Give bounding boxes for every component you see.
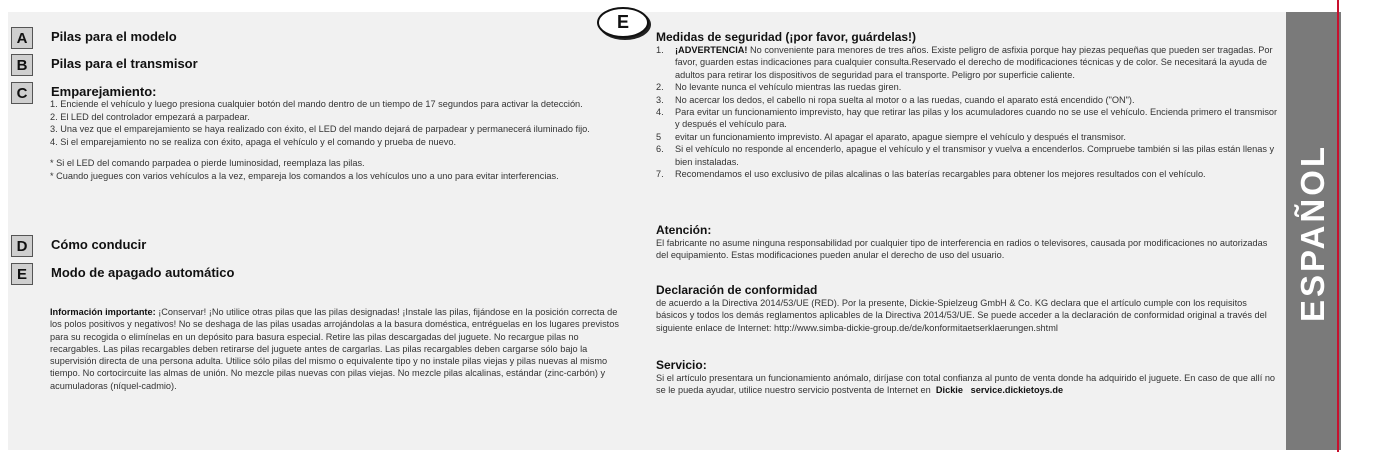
pairing-note: * Si el LED del comando parpadea o pierde luminosidad, reemplaza las pilas.	[50, 158, 365, 168]
list-item	[656, 94, 1280, 106]
item-text	[675, 44, 1280, 81]
letter-box-d: D	[11, 235, 33, 257]
pairing-step: 3. Una vez que el emparejamiento se haya realizado con éxito, el LED del mando dejará de parpadear y permanecerá iluminado fijo.	[50, 124, 590, 134]
section-badge: E	[597, 7, 649, 38]
section-c-title: Emparejamiento:	[51, 84, 157, 99]
language-label: ESPAÑOL	[1294, 143, 1331, 323]
section-b	[11, 54, 198, 76]
service-text	[656, 372, 1280, 397]
item-number: 6.	[656, 144, 664, 155]
safety-title: Medidas de seguridad (¡por favor, guárdelas!)	[656, 30, 917, 44]
service-link: service.dickietoys.de	[970, 385, 1064, 396]
pairing-step: 2. El LED del controlador empezará a parpadear.	[50, 111, 250, 122]
letter-box-e: E	[11, 263, 33, 285]
item-body: No conveniente para menores de tres años. Existe peligro de asfixia porque hay piezas pequeñas que pueden ser tragadas. Por favor, guarden estas indicaciones para cualquier consulta.Reservado el derecho de modificaciones técnicas y de color. Se necesitará la ayuda de adultos para retirar los dispositivos de seguridad para el transporte. Peligro por superficie caliente.	[675, 45, 1273, 80]
attention-section	[656, 223, 1280, 262]
list-item	[656, 168, 1280, 180]
item-body: No levante nunca el vehículo mientras las ruedas giren.	[675, 82, 902, 93]
trim-line	[1337, 0, 1339, 452]
conformity-title: Declaración de conformidad	[656, 283, 818, 297]
list-item	[656, 131, 1280, 143]
attention-text: El fabricante no asume ninguna responsabilidad por cualquier tipo de interferencia en radios o televisores, causada por modificaciones no autorizadas del equipamiento. Estas modificaciones pueden anular el derecho de uso del usuario.	[656, 238, 1268, 261]
item-number: 7.	[656, 169, 664, 180]
section-b-title: Pilas para el transmisor	[51, 56, 198, 71]
safety-section	[656, 30, 1280, 180]
service-title: Servicio:	[656, 358, 707, 372]
pairing-note: * Cuando juegues con varios vehículos a la vez, empareja los comandos a los vehículos uno a uno para evitar interferencias.	[50, 170, 559, 181]
warning-label: ¡ADVERTENCIA!	[675, 45, 748, 55]
item-number: 3.	[656, 94, 664, 105]
battery-info-text: ¡Conservar! ¡No utilice otras pilas que las pilas designadas! ¡Instale las pilas, fijándose en la posición correcta de los polos positivos y negativos! No se deshaga de las pilas usadas arrojándolas a la basura doméstica, entréguelas en los lugares previstos para su recogida o elimínelas en un depósito para basura especial. Retire las pilas descargadas del juguete. No recargue pilas no recargables. Las pilas recargables deben retirarse del juguete antes de cargarlas. Las pilas recargables deben cargarse sólo bajo la supervisión directa de una persona adulta. Utilice sólo pilas del mismo o equivalente tipo y no instale pilas viejas y pilas nuevas al mismo tiempo. No cortocircuite las almas de unión. No mezcle pilas nuevas con pilas viejas. No mezcle pilas alcalinas, estándar (zinc-carbón) y acumuladoras (níquel-cadmio).	[50, 307, 619, 391]
section-a	[11, 27, 177, 49]
section-e	[11, 263, 234, 285]
conformity-section	[656, 283, 1280, 334]
section-d-title: Cómo conducir	[51, 237, 147, 252]
pairing-step: 4. Si el emparejamiento no se realiza con éxito, apaga el vehículo y el comando y prueba de nuevo.	[50, 136, 457, 147]
list-item	[656, 44, 1280, 81]
section-e-title: Modo de apagado automático	[51, 265, 235, 280]
pairing-step: 1. Enciende el vehículo y luego presiona cualquier botón del mando dentro de un tiempo de 17 segundos para activar la detección.	[50, 99, 583, 109]
list-item	[656, 106, 1280, 131]
battery-info	[50, 306, 625, 392]
list-item	[656, 81, 1280, 93]
service-body: Si el artículo presentara un funcionamiento anómalo, diríjase con total confianza al punto de venta donde ha adquirido el juguete. En caso de que allí no se le pueda ayudar, utilice nuestro servicio postventa de Internet en	[656, 373, 1276, 396]
letter-box-b: B	[11, 54, 33, 76]
conformity-text: de acuerdo a la Directiva 2014/53/UE (RED). Por la presente, Dickie-Spielzeug GmbH & Co. KG declara que el artículo cumple con los requisitos básicos y todos los demás reglamentos aplicables de la Directiva 2014/53/UE. Se puede acceder a la declaración de conformidad original a través del siguiente enlace de Internet: http://www.simba-dickie-group.de/de/konformitaetserklaerungen.shtml	[656, 298, 1267, 333]
battery-info-label: Información importante:	[50, 307, 156, 317]
item-body: No acercar los dedos, el cabello ni ropa suelta al motor o a las ruedas, cuando el aparato está encendido ("ON").	[675, 94, 1135, 105]
letter-box-a: A	[11, 27, 33, 49]
safety-list	[656, 44, 1280, 180]
section-a-title: Pilas para el modelo	[51, 29, 177, 44]
service-section	[656, 358, 1280, 397]
pairing-steps	[50, 98, 630, 182]
item-number: 5	[656, 131, 662, 142]
attention-title: Atención:	[656, 223, 712, 237]
item-body: Para evitar un funcionamiento imprevisto, hay que retirar las pilas y los acumuladores cuando no se use el vehículo. Encienda primero el transmisor y después el vehículo para.	[675, 107, 1278, 130]
list-item	[656, 143, 1280, 168]
section-d	[11, 235, 146, 257]
item-number: 1.	[656, 45, 664, 55]
item-number: 4.	[656, 107, 664, 118]
item-number: 2.	[656, 82, 664, 93]
letter-box-c: C	[11, 82, 33, 104]
service-brand: Dickie	[935, 385, 963, 396]
item-body: Si el vehículo no responde al encenderlo, apague el vehículo y el transmisor y vuelva a encenderlos. Compruebe también si las pilas están llenas y bien instaladas.	[675, 144, 1275, 167]
item-body: evitar un funcionamiento imprevisto. Al apagar el aparato, apague siempre el vehículo y después el transmisor.	[675, 131, 1126, 142]
item-body: Recomendamos el uso exclusivo de pilas alcalinas o las baterías recargables para obtener los mejores resultados con el vehículo.	[675, 169, 1206, 180]
